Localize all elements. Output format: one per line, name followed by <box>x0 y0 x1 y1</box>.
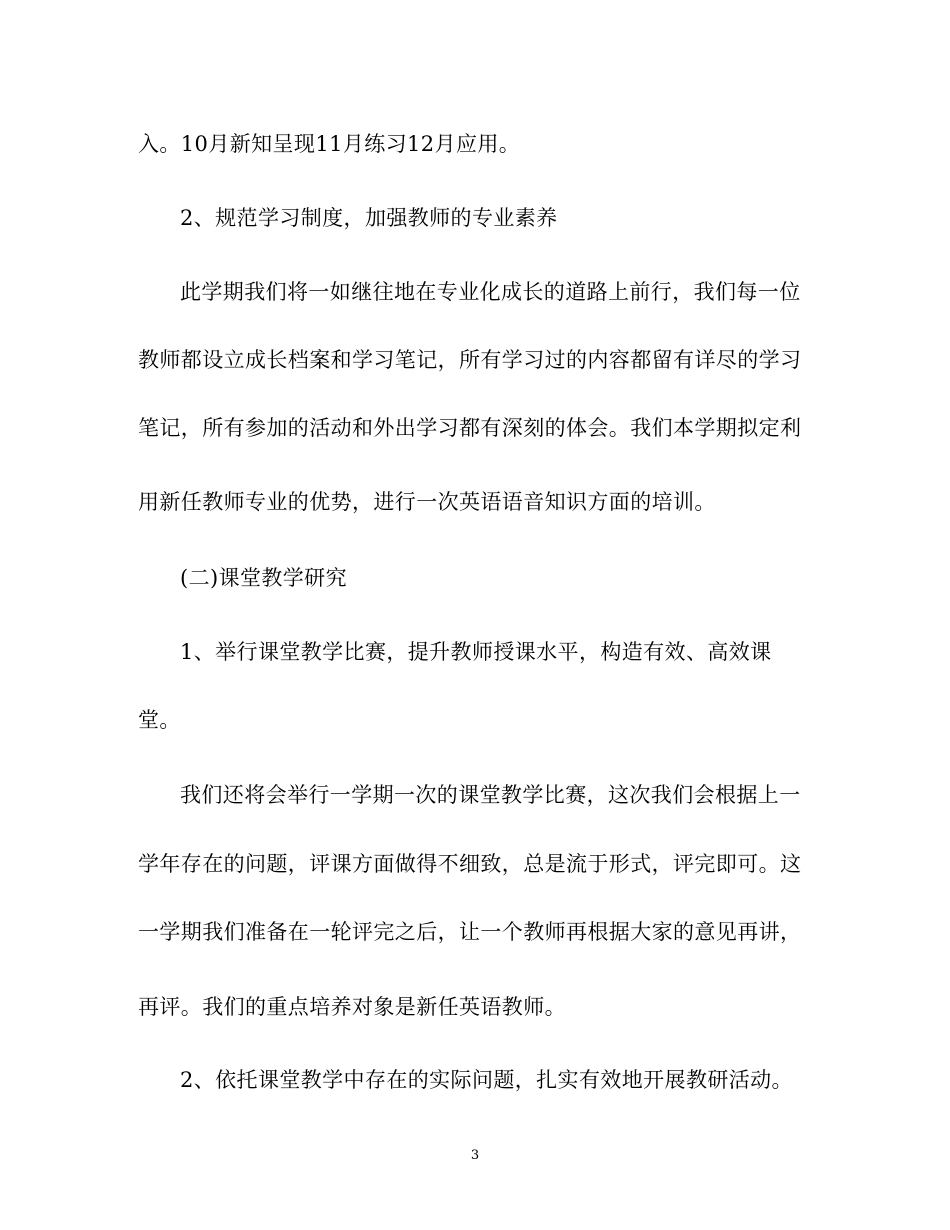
paragraph-line: 笔记，所有参加的活动和外出学习都有深刻的体会。我们本学期拟定利 <box>138 416 802 440</box>
paragraph-line: 一学期我们准备在一轮评完之后，让一个教师再根据大家的意见再讲， <box>138 920 802 944</box>
section-heading: (二)课堂教学研究 <box>180 566 347 590</box>
paragraph-line: 再评。我们的重点培养对象是新任英语教师。 <box>138 995 566 1019</box>
paragraph-line: 入。10月新知呈现11月练习12月应用。 <box>138 132 521 156</box>
section-heading: 1、举行课堂教学比赛，提升教师授课水平，构造有效、高效课 <box>180 640 772 664</box>
paragraph-line: 我们还将会举行一学期一次的课堂教学比赛，这次我们会根据上一 <box>180 783 801 807</box>
page-number: 3 <box>470 1148 480 1163</box>
paragraph-line: 用新任教师专业的优势，进行一次英语语音知识方面的培训。 <box>138 490 716 514</box>
paragraph-line: 此学期我们将一如继往地在专业化成长的道路上前行，我们每一位 <box>180 280 801 304</box>
paragraph-line: 教师都设立成长档案和学习笔记，所有学习过的内容都留有详尽的学习 <box>138 348 802 372</box>
paragraph-line: 学年存在的问题，评课方面做得不细致，总是流于形式，评完即可。这 <box>138 852 802 876</box>
section-heading: 2、依托课堂教学中存在的实际问题，扎实有效地开展教研活动。 <box>180 1068 793 1092</box>
paragraph-line: 堂。 <box>138 708 181 732</box>
section-heading: 2、规范学习制度，加强教师的专业素养 <box>180 206 558 230</box>
